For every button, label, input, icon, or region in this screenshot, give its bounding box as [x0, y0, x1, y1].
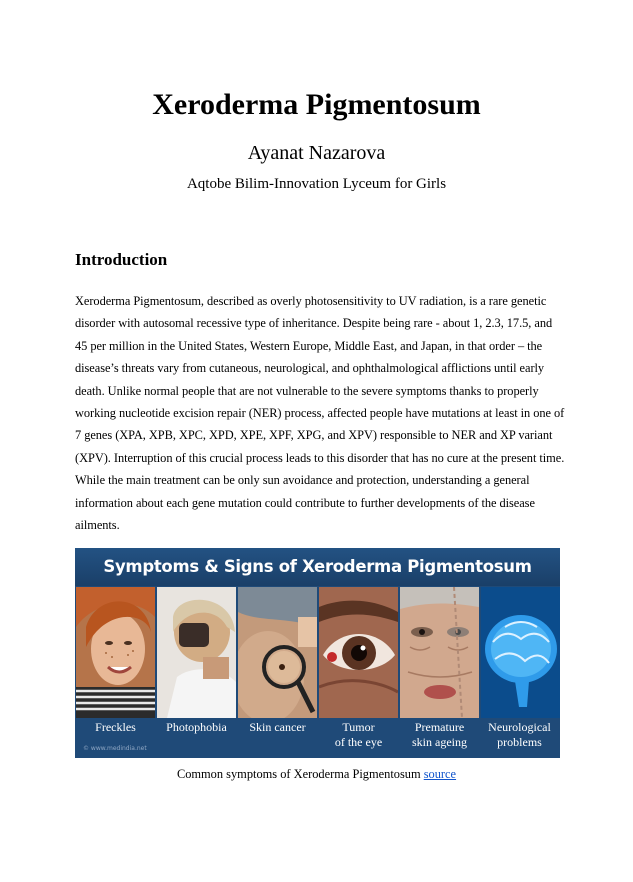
section-heading: Introduction — [75, 250, 168, 269]
introduction-paragraph: Xeroderma Pigmentosum, described as overly photosensitivity to UV radiation, is a rare genetic disorder with autosomal recessive type of inheritance. Despite being rare - about 1, 2.3, 17.5, and 45 per million in the United States, Western Europe, Middle East, and Japan, in that order – the disease’s threats vary from cutaneous, neurological, and ophthalmological afflictions until early death. Unlike normal people that are not vulnerable to the severe symptoms thanks to properly working nucleotide excision repair (NER) process, affected people have mutations at least in one of 7 genes (XPA, XPB, XPC, XPD, XPE, XPF, XPG, and XPV) responsible to NER and XP variant (XPV). Interruption of this crucial process leads to this disorder that has no cure at the present time. While the main treatment can be only sun avoidance and protection, understanding a general information about each gene mutation could contribute to further developments of the disease ailments. — [75, 294, 565, 533]
caption-freckles: Freckles — [95, 720, 136, 734]
ageing-skin-photo — [400, 587, 479, 718]
figure-caption — [0, 767, 633, 782]
figure-watermark: © www.medindia.net — [83, 745, 147, 752]
brain-photo — [481, 587, 560, 718]
caption-photophobia: Photophobia — [166, 720, 227, 734]
author-affiliation: Aqtobe Bilim-Innovation Lyceum for Girls — [186, 176, 447, 192]
paper-title: Xeroderma Pigmentosum — [152, 88, 481, 121]
caption-premature-ageing: Premature skin ageing — [412, 720, 467, 749]
figure-banner: Symptoms & Signs of Xeroderma Pigmentosum — [75, 548, 560, 586]
freckles-photo — [76, 587, 155, 718]
figure-caption-text: Common symptoms of Xeroderma Pigmentosum — [176, 767, 424, 781]
photophobia-photo — [157, 587, 236, 718]
skin-cancer-photo — [238, 587, 317, 718]
symptoms-figure — [75, 548, 560, 758]
caption-skin-cancer: Skin cancer — [249, 720, 306, 734]
caption-tumor-eye: Tumor of the eye — [334, 720, 383, 749]
caption-neurological: Neurological problems — [488, 720, 551, 749]
source-link[interactable]: source — [423, 767, 457, 781]
author-name: Ayanat Nazarova — [247, 142, 386, 164]
eye-tumor-photo — [319, 587, 398, 718]
